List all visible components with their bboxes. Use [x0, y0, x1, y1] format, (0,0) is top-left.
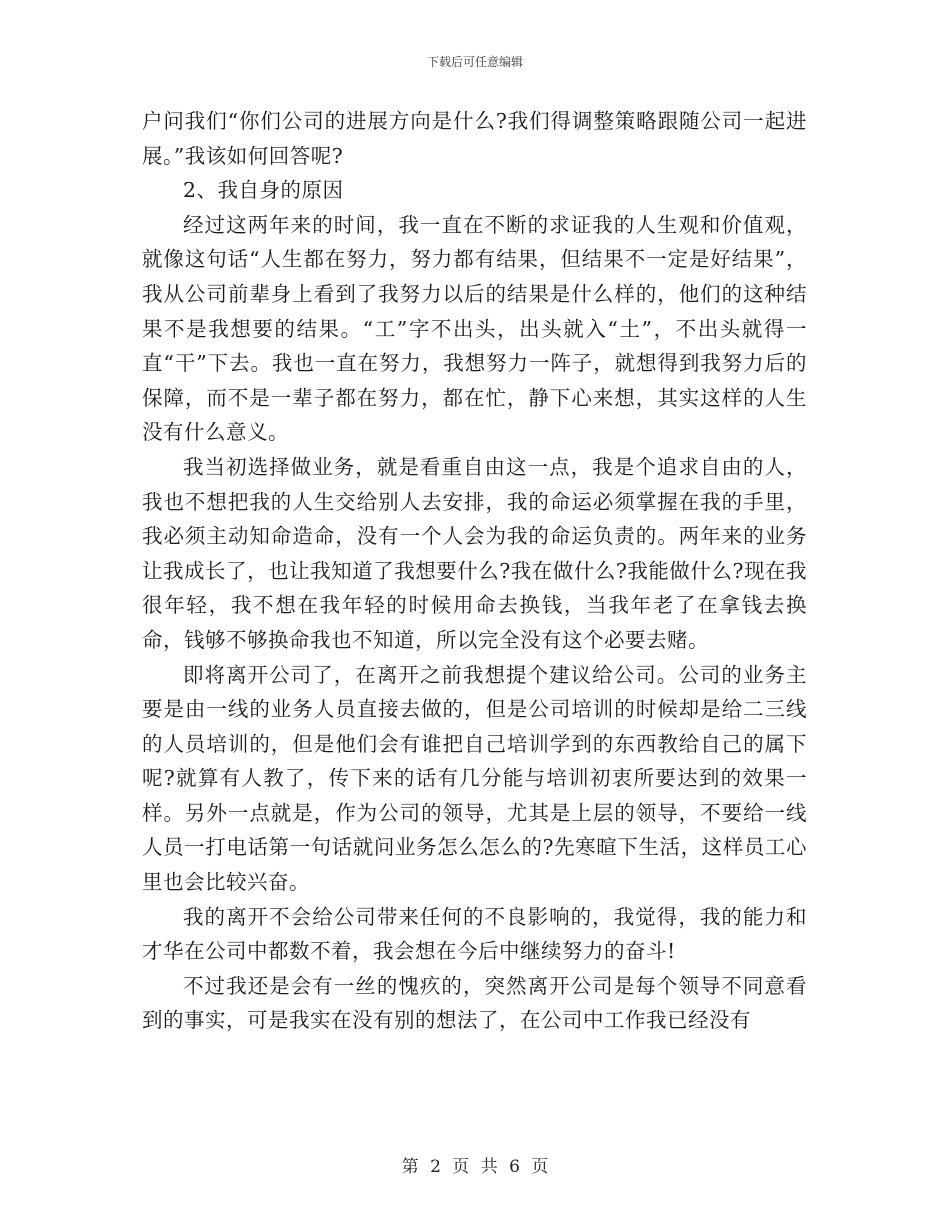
- paragraph: 我当初选择做业务，就是看重自由这一点，我是个追求自由的人，我也不想把我的人生交给别人去安排，我的命运必须掌握在我的手里，我必须主动知命造命，没有一个人会为我的命运负责的。两年来的业务让我成长了，也让我知道了我想要什么?我在做什么?我能做什么?现在我很年轻，我不想在我年轻的时候用命去换钱，当我年老了在拿钱去换命，钱够不够换命我也不知道，所以完全没有这个必要去赌。: [142, 454, 807, 652]
- paragraph: 即将离开公司了，在离开之前我想提个建议给公司。公司的业务主要是由一线的业务人员直接去做的，但是公司培训的时候却是给二三线的人员培训的，但是他们会有谁把自己培训学到的东西教给自己的属下呢?就算有人教了，传下来的话有几分能与培训初衷所要达到的效果一样。另外一点就是，作为公司的领导，尤其是上层的领导，不要给一线人员一打电话第一句话就问业务怎么怎么的?先寒暄下生活，这样员工心里也会比较兴奋。: [142, 662, 807, 895]
- paragraph: 不过我还是会有一丝的愧疚的，突然离开公司是每个领导不同意看到的事实，可是我实在没有别的想法了，在公司中工作我已经没有: [142, 973, 807, 1033]
- page-header-note: 下载后可任意编辑: [426, 55, 523, 69]
- section-heading: 2、我自身的原因: [183, 178, 344, 203]
- document-body: [142, 104, 807, 1038]
- paragraph: 经过这两年来的时间，我一直在不断的求证我的人生观和价值观，就像这句话“人生都在努力，努力都有结果，但结果不一定是好结果”，我从公司前辈身上看到了我努力以后的结果是什么样的，他们的这种结果不是我想要的结果。“工”字不出头，出头就入“土”，不出头就得一直“干”下去。我也一直在努力，我想努力一阵子，就想得到我努力后的保障，而不是一辈子都在努力，都在忙，静下心来想，其实这样的人生没有什么意义。: [142, 212, 807, 445]
- paragraph: 我的离开不会给公司带来任何的不良影响的，我觉得，我的能力和才华在公司中都数不着，我会想在今后中继续努力的奋斗!: [142, 904, 807, 964]
- page-number-footer: 第 2 页 共 6 页: [401, 1157, 549, 1177]
- paragraph-continued: 户问我们“你们公司的进展方向是什么?我们得调整策略跟随公司一起进展。”我该如何回答呢?: [142, 109, 807, 168]
